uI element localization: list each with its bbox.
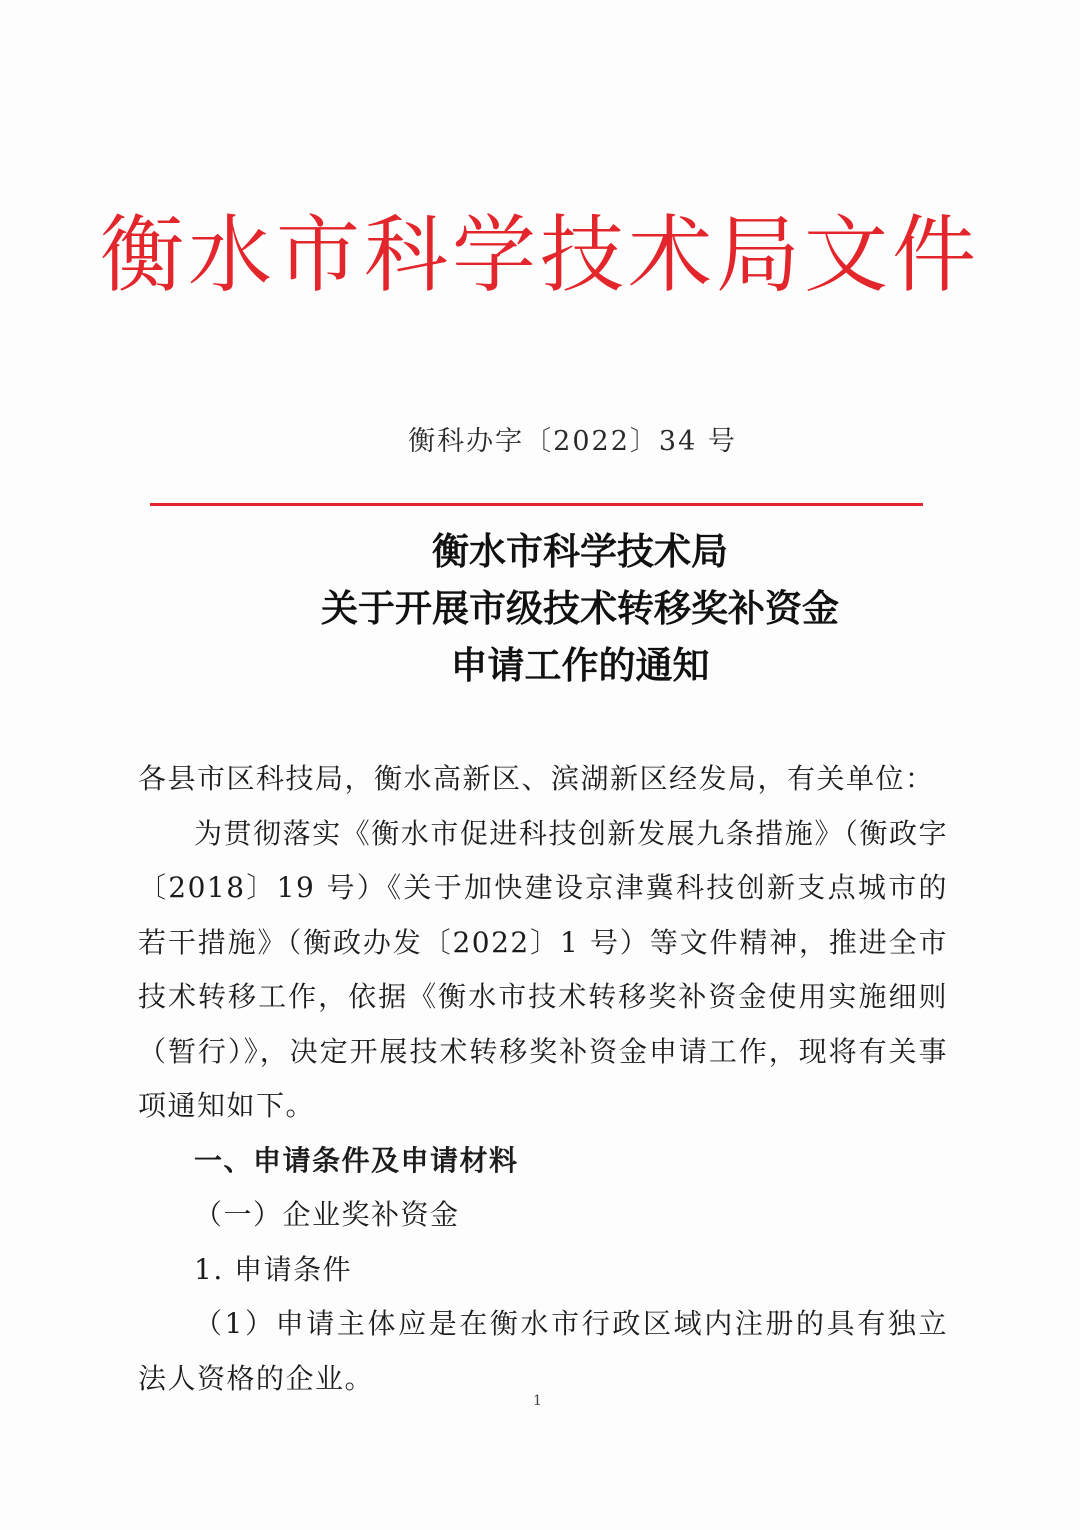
item-heading: 1. 申请条件 [194, 1252, 353, 1286]
page-number: 1 [533, 1393, 542, 1409]
notice-title [0, 523, 1080, 694]
red-divider-line [150, 503, 923, 506]
notice-title-line-1: 衡水市科学技术局 [432, 530, 728, 573]
document-body [138, 752, 948, 1406]
document-masthead: 衡水市科学技术局文件 [99, 206, 980, 304]
condition-paragraph: （1）申请主体应是在衡水市行政区域内注册的具有独立法人资格的企业。 [138, 1307, 948, 1395]
notice-title-line-2: 关于开展市级技术转移奖补资金 [321, 587, 839, 630]
section-heading: 一、申请条件及申请材料 [194, 1143, 519, 1177]
subsection-heading: （一）企业奖补资金 [194, 1198, 460, 1231]
salutation: 各县市区科技局，衡水高新区、滨湖新区经发局，有关单位： [138, 762, 935, 795]
intro-paragraph: 为贯彻落实《衡水市促进科技创新发展九条措施》（衡政字〔2018〕19 号）《关于加快建设京津冀科技创新支点城市的若干措施》（衡政办发〔2022〕1 号）等文件精神，推进全市技术转移工作，依据《衡水市技术转移奖补资金使用实施细则（暂行）》，决定开展技术转移奖补资金申请工作，现将有关事项通知如下。 [138, 816, 948, 1122]
document-number: 衡科办字〔2022〕34 号 [408, 426, 737, 457]
notice-title-line-3: 申请工作的通知 [450, 644, 710, 687]
